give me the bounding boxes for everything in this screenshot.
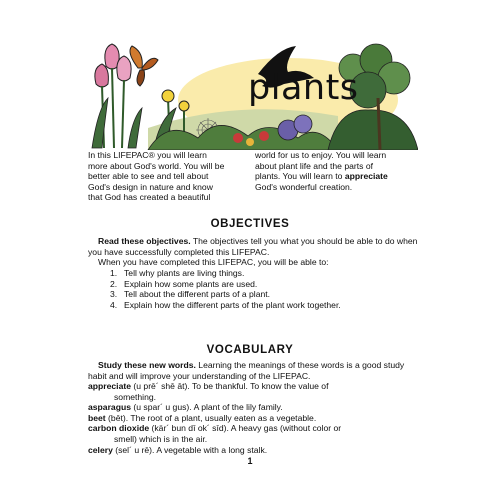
intro-line: God's wonderful creation. <box>255 181 353 192</box>
objective-number: 3. <box>110 289 118 300</box>
vocabulary-definition: The root of a plant, usually eaten as a vegetable. <box>128 412 317 423</box>
vocabulary-pronunciation: (sel´ u rē). <box>112 444 155 455</box>
vocabulary-definition-continued: smell) which is in the air. <box>114 433 208 444</box>
objective-item <box>110 300 341 311</box>
intro-line: world for us to enjoy. You will learn <box>255 150 387 160</box>
intro-text: plants. You will learn to <box>255 171 345 182</box>
intro-emphasis: appreciate <box>344 171 388 182</box>
objective-number: 4. <box>110 299 118 310</box>
vocabulary-definition: A vegetable with a long stalk. <box>154 444 268 455</box>
vocabulary-pronunciation: (u spar´ u gus). <box>131 402 192 413</box>
vocabulary-lead-paragraph <box>88 360 418 381</box>
objective-text: Tell about the different parts of a plant. <box>124 289 271 300</box>
vocabulary-entry <box>88 445 418 456</box>
objective-item <box>110 289 341 300</box>
vocabulary-entry <box>88 381 418 402</box>
vocabulary-lead: Study these new words. <box>98 360 196 370</box>
objective-number: 2. <box>110 278 118 289</box>
vocabulary-pronunciation: (u prē´ shē āt). <box>131 381 190 391</box>
objectives-lead-paragraph <box>88 236 418 257</box>
vocabulary-term: beet <box>88 412 106 423</box>
objectives-lead: Read these objectives. <box>98 236 191 246</box>
butterfly <box>130 46 158 86</box>
vocabulary-term: asparagus <box>88 402 131 413</box>
objective-number: 1. <box>110 268 118 278</box>
vocabulary-entry <box>88 423 418 444</box>
objective-item <box>110 279 341 290</box>
vocabulary-entry <box>88 413 418 424</box>
objectives-intro: When you have completed this LIFEPAC, you will be able to: <box>98 257 329 267</box>
vocabulary-entry <box>88 402 418 413</box>
intro-line: better able to see and tell about <box>88 171 209 182</box>
vocabulary-definition: To be thankful. To know the value of <box>189 381 329 391</box>
vocabulary-list <box>88 381 418 455</box>
intro-line: In this LIFEPAC® you will learn <box>88 150 207 160</box>
vocabulary-term: carbon dioxide <box>88 423 150 434</box>
vocabulary-term: celery <box>88 444 113 455</box>
intro-column-right <box>255 150 418 192</box>
intro-line: that God has created a beautiful <box>88 192 211 203</box>
objective-text: Tell why plants are living things. <box>124 268 245 278</box>
intro-column-left <box>88 150 248 203</box>
plants-banner <box>88 38 418 150</box>
vocabulary-definition-continued: something. <box>114 391 157 402</box>
vocabulary-heading: VOCABULARY <box>206 344 294 356</box>
vocabulary-term: appreciate <box>88 381 131 391</box>
objectives-lead-text: The objectives tell you what you should be able to do when you have successfully completed this LIFEPAC. <box>88 236 418 257</box>
vocabulary-definition: A plant of the lily family. <box>191 402 283 413</box>
vocabulary-definition: A heavy gas (without color or <box>228 423 342 434</box>
intro-line <box>255 171 418 182</box>
page-number: 1 <box>247 456 253 466</box>
intro-line: God's design in nature and know <box>88 181 213 192</box>
intro-line: more about God's world. You will be <box>88 160 225 171</box>
intro-line: about plant life and the parts of <box>255 160 374 171</box>
vocabulary-pronunciation: (kär´ bun dī ok´ sīd). <box>149 423 229 434</box>
objectives-heading: OBJECTIVES <box>210 218 290 230</box>
vocabulary-pronunciation: (bēt). <box>105 412 129 423</box>
page-title: plants <box>248 68 359 108</box>
vocabulary-lead-text: Learning the meanings of these words is a good study habit and will improve your understanding of the LIFEPAC. <box>88 360 405 381</box>
objective-text: Explain how the different parts of the plant work together. <box>124 299 341 310</box>
objectives-list <box>110 268 341 310</box>
objective-text: Explain how some plants are used. <box>124 278 258 289</box>
objective-item <box>110 268 341 279</box>
